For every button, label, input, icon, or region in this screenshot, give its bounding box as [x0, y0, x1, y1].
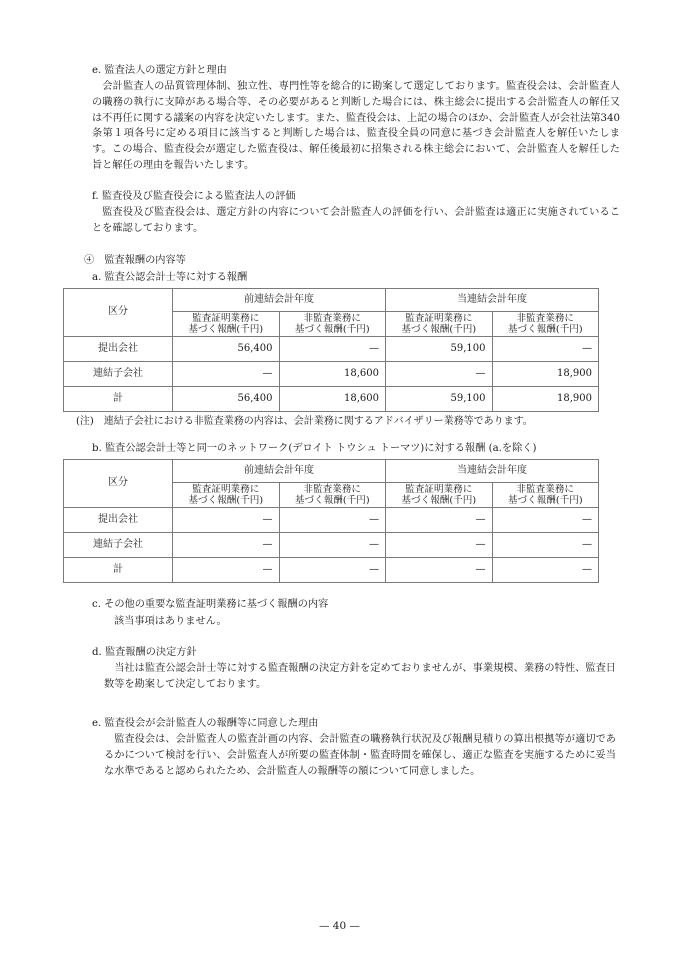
table-a-prev-year-header: 前連結会計年度: [173, 289, 386, 312]
cell-value: —: [386, 362, 493, 387]
table-a-prev-nonaudit-header: 非監査業務に 基づく報酬(千円): [279, 312, 386, 337]
cell-value: —: [173, 362, 280, 387]
table-row: [64, 508, 599, 533]
table-b-prev-audit-header: 監査証明業務に 基づく報酬(千円): [173, 483, 280, 508]
row-label: 提出会社: [64, 337, 173, 362]
cell-value: —: [492, 558, 599, 583]
cell-value: —: [173, 508, 280, 533]
table-b-prev-year-header: 前連結会計年度: [173, 460, 386, 483]
cell-value: —: [173, 558, 280, 583]
page-number: — 40 —: [318, 920, 361, 932]
table-a-caption: a. 監査公認会計士等に対する報酬: [92, 272, 248, 283]
table-b-prev-nonaudit-header: 非監査業務に 基づく報酬(千円): [279, 483, 386, 508]
table-a-curr-audit-header: 監査証明業務に 基づく報酬(千円): [386, 312, 493, 337]
table-b-kubun-header: 区分: [64, 460, 173, 508]
cell-value: —: [492, 533, 599, 558]
cell-value: —: [386, 533, 493, 558]
table-b-curr-nonaudit-header: 非監査業務に 基づく報酬(千円): [492, 483, 599, 508]
section-e-consent-body: 監査役会は、会計監査人の監査計画の内容、会計監査の職務執行状況及び報酬見積りの算出根拠等が適切であるかについて検討を行い、会計監査人が所要の監査体制・監査時間を確保し、適正な監査を実施するために妥当な水準であると認められたため、会計監査人の報酬等の額について同意しました。: [104, 734, 616, 777]
section-d-fee-policy-body: 当社は監査公認会計士等に対する監査報酬の決定方針を定めておりませんが、事業規模、業務の特性、監査日数等を勘案して決定しております。: [104, 663, 616, 690]
cell-value: —: [492, 508, 599, 533]
table-b-curr-year-header: 当連結会計年度: [386, 460, 599, 483]
cell-value: 56,400: [173, 387, 280, 412]
table-row: [64, 337, 599, 362]
section-e-selection-heading: e. 監査法人の選定方針と理由: [92, 65, 227, 76]
row-label: 計: [64, 558, 173, 583]
cell-value: 59,100: [386, 387, 493, 412]
table-b-curr-audit-header: 監査証明業務に 基づく報酬(千円): [386, 483, 493, 508]
cell-value: —: [492, 337, 599, 362]
section-4-audit-fee-heading: ④ 監査報酬の内容等: [84, 255, 186, 266]
table-b-caption: b. 監査公認会計士等と同一のネットワーク(デロイト トウシュ トーマツ)に対する報酬 (a.を除く): [92, 443, 537, 454]
cell-value: 18,600: [279, 362, 386, 387]
cell-value: —: [279, 337, 386, 362]
cell-value: 18,600: [279, 387, 386, 412]
row-label: 計: [64, 387, 173, 412]
cell-value: 18,900: [492, 362, 599, 387]
cell-value: —: [386, 558, 493, 583]
section-c-other-fees-body: 該当事項はありません。: [114, 616, 227, 627]
cell-value: 56,400: [173, 337, 280, 362]
row-label: 連結子会社: [64, 362, 173, 387]
section-c-other-fees-heading: c. その他の重要な監査証明業務に基づく報酬の内容: [92, 599, 329, 610]
cell-value: —: [173, 533, 280, 558]
table-a-audit-fees: [63, 288, 599, 412]
cell-value: 18,900: [492, 387, 599, 412]
table-row: [64, 558, 599, 583]
cell-value: —: [279, 558, 386, 583]
table-a-prev-audit-header: 監査証明業務に 基づく報酬(千円): [173, 312, 280, 337]
table-a-curr-nonaudit-header: 非監査業務に 基づく報酬(千円): [492, 312, 599, 337]
table-row: [64, 362, 599, 387]
table-b-network-fees: [63, 459, 599, 583]
section-e-consent-heading: e. 監査役会が会計監査人の報酬等に同意した理由: [92, 718, 319, 729]
row-label: 連結子会社: [64, 533, 173, 558]
table-a-curr-year-header: 当連結会計年度: [386, 289, 599, 312]
section-f-evaluation-heading: f. 監査役及び監査役会による監査法人の評価: [92, 191, 296, 202]
section-f-evaluation-body: 監査役及び監査役会は、選定方針の内容について会計監査人の評価を行い、会計監査は適正に実施されていることを確認しております。: [92, 207, 620, 234]
cell-value: —: [386, 508, 493, 533]
section-e-selection-body: 会計監査人の品質管理体制、独立性、専門性等を総合的に勘案して選定しております。監査役会は、会計監査人の職務の執行に支障がある場合等、その必要があると判断した場合には、株主総会に提出する会計監査人の解任又は不再任に関する議案の内容を決定いたします。また、監査役会は、上記の場合のほか、会計監査人が会社法第340条第１項各号に定める項目に該当すると判断した場合は、監査役全員の同意に基づき会計監査人を解任いたします。この場合、監査役会が選定した監査役は、解任後最初に招集される株主総会において、会計監査人を解任した旨と解任の理由を報告いたします。: [92, 81, 620, 172]
cell-value: —: [279, 508, 386, 533]
row-label: 提出会社: [64, 508, 173, 533]
table-a-kubun-header: 区分: [64, 289, 173, 337]
cell-value: 59,100: [386, 337, 493, 362]
table-row: [64, 387, 599, 412]
table-a-note: (注) 連結子会社における非監査業務の内容は、会計業務に関するアドバイザリー業務等であります。: [76, 416, 533, 427]
cell-value: —: [279, 533, 386, 558]
section-d-fee-policy-heading: d. 監査報酬の決定方針: [92, 647, 197, 658]
table-row: [64, 533, 599, 558]
